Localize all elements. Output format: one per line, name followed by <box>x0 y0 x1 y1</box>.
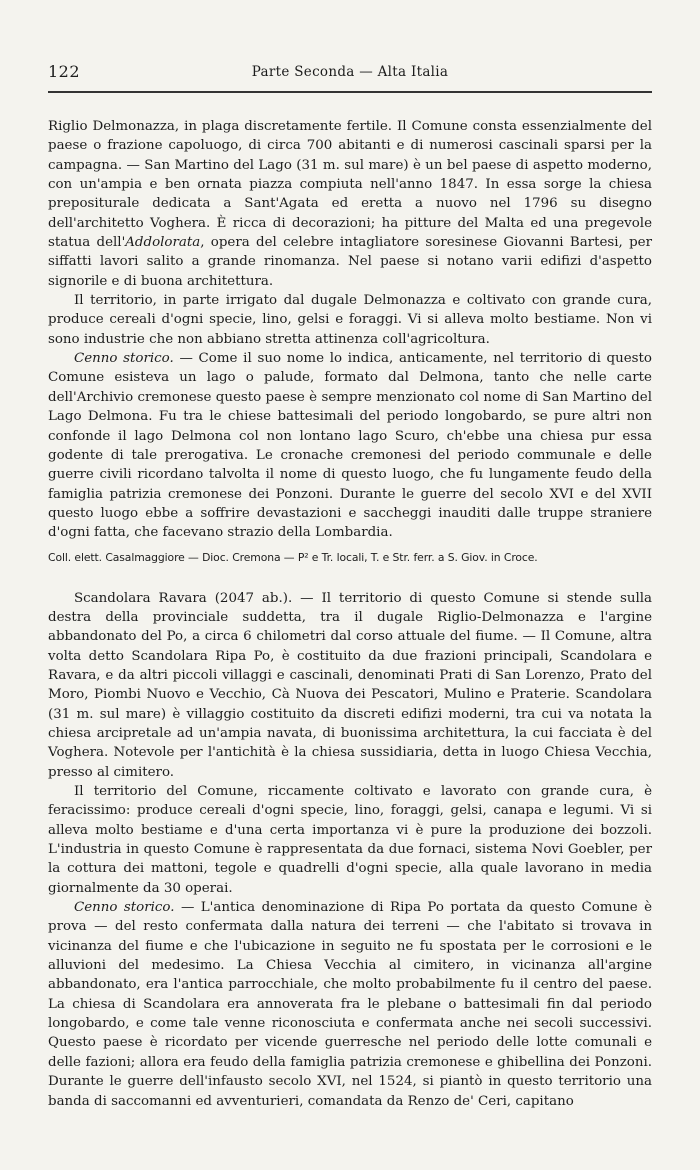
cenno-storico-label: Cenno storico. <box>74 900 175 916</box>
riglio-name: Riglio Delmonazza, <box>48 119 180 134</box>
page-number: 122 <box>48 62 81 81</box>
header-rule <box>48 91 652 93</box>
riglio-paragraph-1: Riglio Delmonazza, in plaga discretamente fertile. Il Comune consta essenzialmente del paese o frazione capoluogo, di circa 700 abitanti e di numerosi cascinali sparsi per la campagna. — San Martino del Lago (31 m. sul mare) è un bel paese di aspetto moderno, con un'ampia e ben ornata piazza compiuta nell'anno 1847. In essa sorge la chiesa prepositurale dedicata a Sant'Agata ed eretta a nuovo nel 1796 su disegno dell'architetto Voghera. È ricca di decorazioni; ha pitture del Malta ed una pregevole statua dell'Addolorata, opera del celebre intagliatore soresinese Giovanni Bartesi, per siffatti lavori salito a grande rinomanza. Nel paese si notano varii edifizi d'aspetto signorile e di buona architettura. <box>48 119 652 289</box>
running-title: Parte Seconda — Alta Italia <box>251 64 449 80</box>
riglio-paragraph-3: Cenno storico. — Come il suo nome lo indica, anticamente, nel territorio di questo Comune esisteva un lago o palude, formato dal Delmona, tanto che nelle carte dell'Archivio cremonese questo paese è sempre menzionato col nome di San Martino del Lago Delmona. Fu tra le chiese battesimali del periodo longobardo, se pure altri non confonde il lago Delmona col non lontano lago Scuro, ch'ebbe una chiesa pur essa godente di tale prerogativa. Le cronache cremonesi del periodo communale e delle guerre civili ricordano talvolta il nome di questo luogo, che fu lungamente feudo della famiglia patrizia cremonese dei Ponzoni. Durante le guerre del secolo XVI e del XVII questo luogo ebbe a soffrire devastazioni e saccheggi inauditi dalle truppe straniere d'ogni fatta, che facevano strazio della Lombardia. <box>48 351 652 541</box>
body-text <box>48 117 652 1111</box>
section-gap <box>48 567 652 589</box>
riglio-paragraph-2: Il territorio, in parte irrigato dal dugale Delmonazza e coltivato con grande cura, produce cereali d'ogni specie, lino, gelsi e foraggi. Vi si alleva molto bestiame. Non vi sono industrie che non abbiano stretta attinenza coll'agricoltura. <box>48 293 652 347</box>
riglio-collegio-note: Coll. elett. Casalmaggiore — Dioc. Cremona — P² e Tr. locali, T. e Str. ferr. a S. Giov. in Croce. <box>48 550 538 564</box>
page-header <box>48 62 652 84</box>
italic-title: Addolorata <box>125 235 201 251</box>
scandolara-paragraph-1: Scandolara Ravara (2047 ab.). — Il territorio di questo Comune si stende sulla destra della provinciale suddetta, tra il dugale Riglio-Delmonazza e l'argine abbandonato del Po, a circa 6 chilometri dal corso attuale del fiume. — Il Comune, altra volta detto Scandolara Ripa Po, è costituito da due frazioni principali, Scandolara e Ravara, e da altri piccoli villaggi e cascinali, denominati Prati di San Lorenzo, Prato del Moro, Piombi Nuovo e Vecchio, Cà Nuova dei Pescatori, Mulino e Praterie. Scandolara (31 m. sul mare) è villaggio costituito da discreti edifizi moderni, tra cui va notata la chiesa arcipretale ad un'ampia navata, di buonissima architettura, la cui facciata è del Voghera. Notevole per l'antichità è la chiesa sussidiaria, detta in luogo Chiesa Vecchia, presso al cimitero. <box>48 590 652 780</box>
cenno-storico-label: Cenno storico. <box>74 351 174 367</box>
scandolara-paragraph-2: Il territorio del Comune, riccamente coltivato e lavorato con grande cura, è feracissimo: produce cereali d'ogni specie, lino, foraggi, gelsi, canapa e legumi. Vi si alleva molto bestiame e d'una certa importanza vi è pure la produzione dei bozzoli. L'industria in questo Comune è rappresentata da due fornaci, sistema Novi Goebler, per la cottura dei mattoni, tegole e quadrelli d'ogni specie, alla quale lavorano in media giornalmente da 30 operai. <box>48 784 652 896</box>
scandolara-paragraph-3: Cenno storico. — L'antica denominazione di Ripa Po portata da questo Comune è prova — del resto confermata dalla natura dei terreni — che l'abitato si trovava in vicinanza del fiume e che l'ubicazione in seguito ne fu spostata per le corrosioni e le alluvioni del medesimo. La Chiesa Vecchia al cimitero, in vicinanza all'argine abbandonato, era l'antica parrocchiale, che molto probabilmente fu il centro del paese. La chiesa di Scandolara era annoverata fra le plebane o battesimali fin dal periodo longobardo, e come tale venne riconosciuta e confermata anche nei secoli successivi. Questo paese è ricordato per vicende guerresche nel periodo delle lotte comunali e delle fazioni; allora era feudo della famiglia patrizia cremonese e ghibellina dei Ponzoni. Durante le guerre dell'infausto secolo XVI, nel 1524, si piantò in questo territorio una banda di saccomanni ed avventurieri, comandata da Renzo de' Ceri, capitano <box>48 900 652 1109</box>
